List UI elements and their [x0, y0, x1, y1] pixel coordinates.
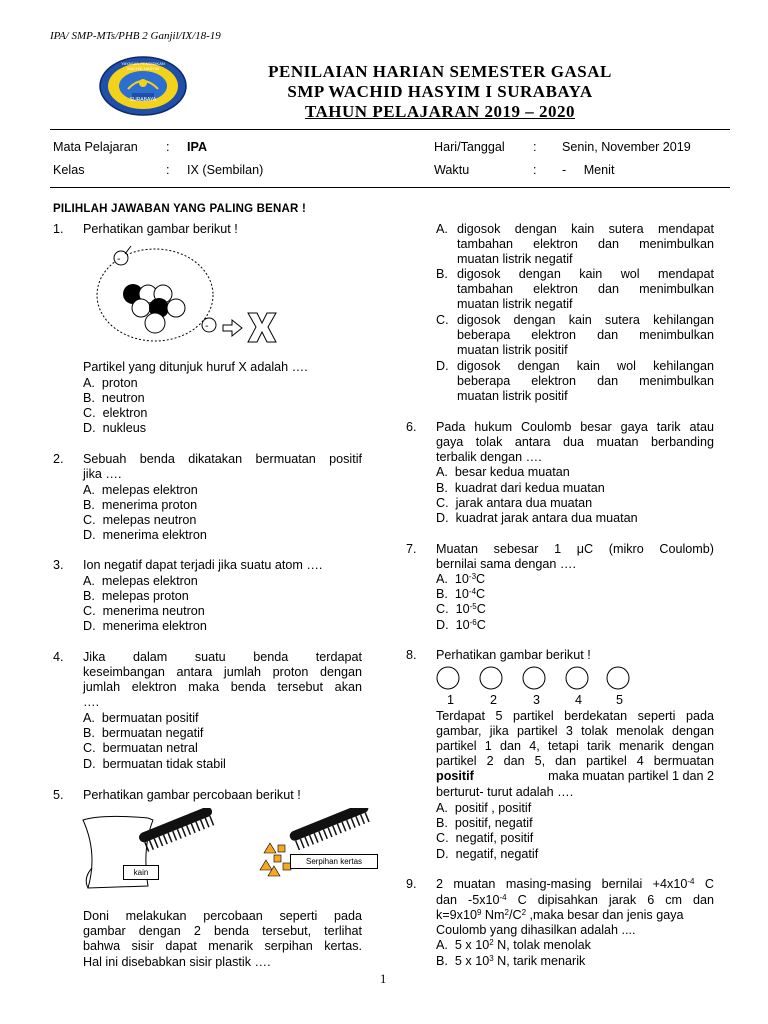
instruction: PILIHLAH JAWABAN YANG PALING BENAR !: [53, 203, 306, 215]
q3-option-a: A. melepas elektron: [83, 574, 198, 588]
q5-option-d-line-2: beberapa elektron dan menimbulkan: [457, 374, 714, 388]
kelas-label: Kelas: [53, 163, 85, 177]
q8-line-2: gambar, jika partikel 3 tolak menolak dengan: [436, 724, 714, 738]
q6-text: [436, 420, 714, 450]
q8-line-5: positif maka muatan partikel 1 dan 2: [436, 769, 714, 783]
q5-option-c-line-1: digosok dengan kain sutera kehilangan: [457, 313, 714, 327]
q8-number: 8.: [406, 648, 417, 662]
q5-option-b-letter: B.: [436, 267, 448, 281]
particles-diagram: [434, 665, 634, 696]
q6-number: 6.: [406, 420, 417, 434]
q7-option-c: C. $10^{-5}C$: [436, 602, 486, 616]
logo-ring-text: YAYASAN PENDIDIKAN WACHID HASYIM: [121, 61, 165, 71]
kelas-sep: :: [166, 163, 170, 177]
q5-option-a: [457, 222, 714, 252]
q2-option-a: A. melepas elektron: [83, 483, 198, 497]
q9-line-3: $k=9x10^9$ $Nm^2/C^2$ ,maka besar dan jenis gaya: [436, 908, 684, 922]
q2-text: [83, 452, 362, 467]
particle-label-3: 3: [533, 693, 541, 707]
q5-option-d-letter: D.: [436, 359, 449, 373]
q2-line-1: Sebuah benda dikatakan bermuatan positif: [83, 452, 362, 466]
hari-value: Senin, November 2019: [562, 140, 691, 154]
logo-city: SURABAYA: [129, 97, 157, 103]
mapel-value: IPA: [187, 140, 208, 154]
q4-option-b: B. bermuatan negatif: [83, 726, 204, 740]
q5-option-c-line-2: beberapa elektron dan menimbulkan: [457, 328, 714, 342]
q3-option-b: B. melepas proton: [83, 589, 189, 603]
q5-desc-line-2: gambar dengan 2 benda tersebut, terlihat: [83, 924, 362, 938]
kelas-value: IX (Sembilan): [187, 163, 264, 177]
q8-option-d: D. negatif, negatif: [436, 847, 539, 861]
q4-line-4: ….: [83, 695, 100, 709]
q6-option-b: B. kuadrat dari kedua muatan: [436, 481, 605, 495]
q8-body: [436, 709, 714, 769]
title-line-3: TAHUN PELAJARAN 2019 – 2020: [304, 102, 576, 121]
mapel-sep: :: [166, 140, 170, 154]
q4-option-a: A. bermuatan positif: [83, 711, 199, 725]
page-number: 1: [380, 972, 387, 986]
q4-option-d: D. bermuatan tidak stabil: [83, 757, 226, 771]
q5-option-c-line-3: muatan listrik positif: [457, 343, 568, 357]
q5-option-a-line-2: tambahan elektron dan menimbulkan: [457, 237, 714, 251]
q8-line-1: Terdapat 5 partikel berdekatan seperti pada: [436, 709, 714, 723]
q8-option-b: B. positif, negatif: [436, 816, 533, 830]
q9-option-b: B. 5 x $10^3$ N, tarik menarik: [436, 954, 586, 968]
header-divider-top: [50, 129, 730, 130]
q4-line-1: Jika dalam suatu benda terdapat: [83, 650, 362, 664]
q5-option-b-line-3: muatan listrik negatif: [457, 297, 573, 311]
mapel-label: Mata Pelajaran: [53, 140, 138, 154]
particle-label-5: 5: [616, 693, 624, 707]
q4-option-c: C. bermuatan netral: [83, 741, 198, 755]
header-divider-bottom: [50, 187, 730, 188]
q5-description: [83, 909, 362, 954]
q1-number: 1.: [53, 222, 64, 236]
q9-line-2: dan $-5x10^{-4}$ C dipisahkan jarak 6 cm dan: [436, 893, 715, 907]
q3-option-c: C. menerima neutron: [83, 604, 205, 618]
q2-option-b: B. menerima proton: [83, 498, 198, 512]
label-kain: kain: [123, 865, 159, 880]
q5-option-b: [457, 267, 714, 297]
q8-line-3: partikel 1 dan 4, tetapi tarik menarik dengan: [436, 739, 714, 753]
q8-line-4: partikel 2 dan 5, dan partikel 4 bermuatan: [436, 754, 714, 768]
q4-text: [83, 650, 362, 695]
atom-diagram: [90, 243, 300, 356]
q5-option-a-line-3: muatan listrik negatif: [457, 252, 573, 266]
q4-number: 4.: [53, 650, 64, 664]
q6-line-1: Pada hukum Coulomb besar gaya tarik atau: [436, 420, 714, 434]
q3-number: 3.: [53, 558, 64, 572]
q7-line-1: Muatan sebesar 1 μC (mikro Coulomb): [436, 542, 714, 556]
q8-option-a: A. positif , positif: [436, 801, 532, 815]
q7-number: 7.: [406, 542, 417, 556]
particle-label-2: 2: [490, 693, 498, 707]
hari-label: Hari/Tanggal: [434, 140, 505, 154]
q2-option-c: C. melepas neutron: [83, 513, 197, 527]
q6-line-3: terbalik dengan ….: [436, 450, 542, 464]
q3-option-d: D. menerima elektron: [83, 619, 207, 633]
q6-option-c: C. jarak antara dua muatan: [436, 496, 593, 510]
q9-line-1: 2 muatan masing-masing bernilai $+4x10^{-4}$ C: [436, 877, 714, 891]
q8-text: Perhatikan gambar berikut !: [436, 648, 591, 662]
title-line-1: PENILAIAN HARIAN SEMESTER GASAL: [268, 62, 612, 81]
q5-option-c-letter: C.: [436, 313, 449, 327]
svg-text:-: -: [117, 254, 121, 265]
waktu-sep: :: [533, 163, 537, 177]
q5-text: Perhatikan gambar percobaan berikut !: [83, 788, 301, 802]
q1-option-d: D. nukleus: [83, 421, 146, 435]
q4-line-2: keseimbangan antara jumlah proton dengan: [83, 665, 362, 679]
q5-option-b-line-1: digosok dengan kain wol mendapat: [457, 267, 714, 281]
q5-option-d-line-1: digosok dengan kain wol kehilangan: [457, 359, 714, 373]
q6-option-a: A. besar kedua muatan: [436, 465, 570, 479]
q9-line-4: Coulomb yang dihasilkan adalah ....: [436, 923, 636, 937]
q5-desc-line-3: bahwa sisir dapat menarik serpihan kertas.: [83, 939, 362, 953]
q2-option-d: D. menerima elektron: [83, 528, 207, 542]
q9-option-a: A. 5 x $10^2$ N, tolak menolak: [436, 938, 591, 952]
q5-option-b-line-2: tambahan elektron dan menimbulkan: [457, 282, 714, 296]
q7-text: [436, 542, 714, 557]
title-line-2: SMP WACHID HASYIM I SURABAYA: [287, 82, 593, 101]
q5-number: 5.: [53, 788, 64, 802]
q5-desc-line-4: Hal ini disebabkan sisir plastik ….: [83, 955, 271, 969]
q9-number: 9.: [406, 877, 417, 891]
q5-option-a-letter: A.: [436, 222, 448, 236]
q7-line-2: bernilai sama dengan ….: [436, 557, 577, 571]
q6-line-2: gaya tolak antara dua muatan berbanding: [436, 435, 714, 449]
waktu-value: - Menit: [562, 163, 615, 177]
q5-option-d: [457, 359, 714, 389]
q5-option-c: [457, 313, 714, 343]
svg-text:-: -: [205, 321, 209, 332]
document-code: IPA/ SMP-MTs/PHB 2 Ganjil/IX/18-19: [50, 30, 221, 42]
q6-option-d: D. kuadrat jarak antara dua muatan: [436, 511, 638, 525]
waktu-label: Waktu: [434, 163, 470, 177]
q7-option-a: A. $10^{-3}C$: [436, 572, 486, 586]
q1-text: Perhatikan gambar berikut !: [83, 222, 238, 236]
q2-number: 2.: [53, 452, 64, 466]
label-serpihan-kertas: Serpihan kertas: [290, 854, 378, 869]
q1-option-a: A. proton: [83, 376, 138, 390]
q2-line-2: jika ….: [83, 467, 122, 481]
q5-option-a-line-1: digosok dengan kain sutera mendapat: [457, 222, 714, 236]
q8-line-6: berturut- turut adalah ….: [436, 785, 574, 799]
q1-option-b: B. neutron: [83, 391, 145, 405]
q5-desc-line-1: Doni melakukan percobaan seperti pada: [83, 909, 362, 923]
hari-sep: :: [533, 140, 537, 154]
particle-label-1: 1: [447, 693, 455, 707]
q7-option-d: D. $10^{-6}C$: [436, 618, 486, 632]
q1-option-c: C. elektron: [83, 406, 148, 420]
school-logo: [98, 55, 188, 120]
q5-option-d-line-3: muatan listrik positif: [457, 389, 568, 403]
q7-option-b: B. $10^{-4}C$: [436, 587, 486, 601]
q1-after: Partikel yang ditunjuk huruf X adalah ….: [83, 360, 308, 374]
comb-experiment-diagram: [78, 808, 378, 906]
q4-line-3: jumlah elektron maka benda tersebut akan: [83, 680, 362, 694]
particle-label-4: 4: [575, 693, 583, 707]
q8-option-c: C. negatif, positif: [436, 831, 534, 845]
q3-text: Ion negatif dapat terjadi jika suatu atom ….: [83, 558, 323, 572]
